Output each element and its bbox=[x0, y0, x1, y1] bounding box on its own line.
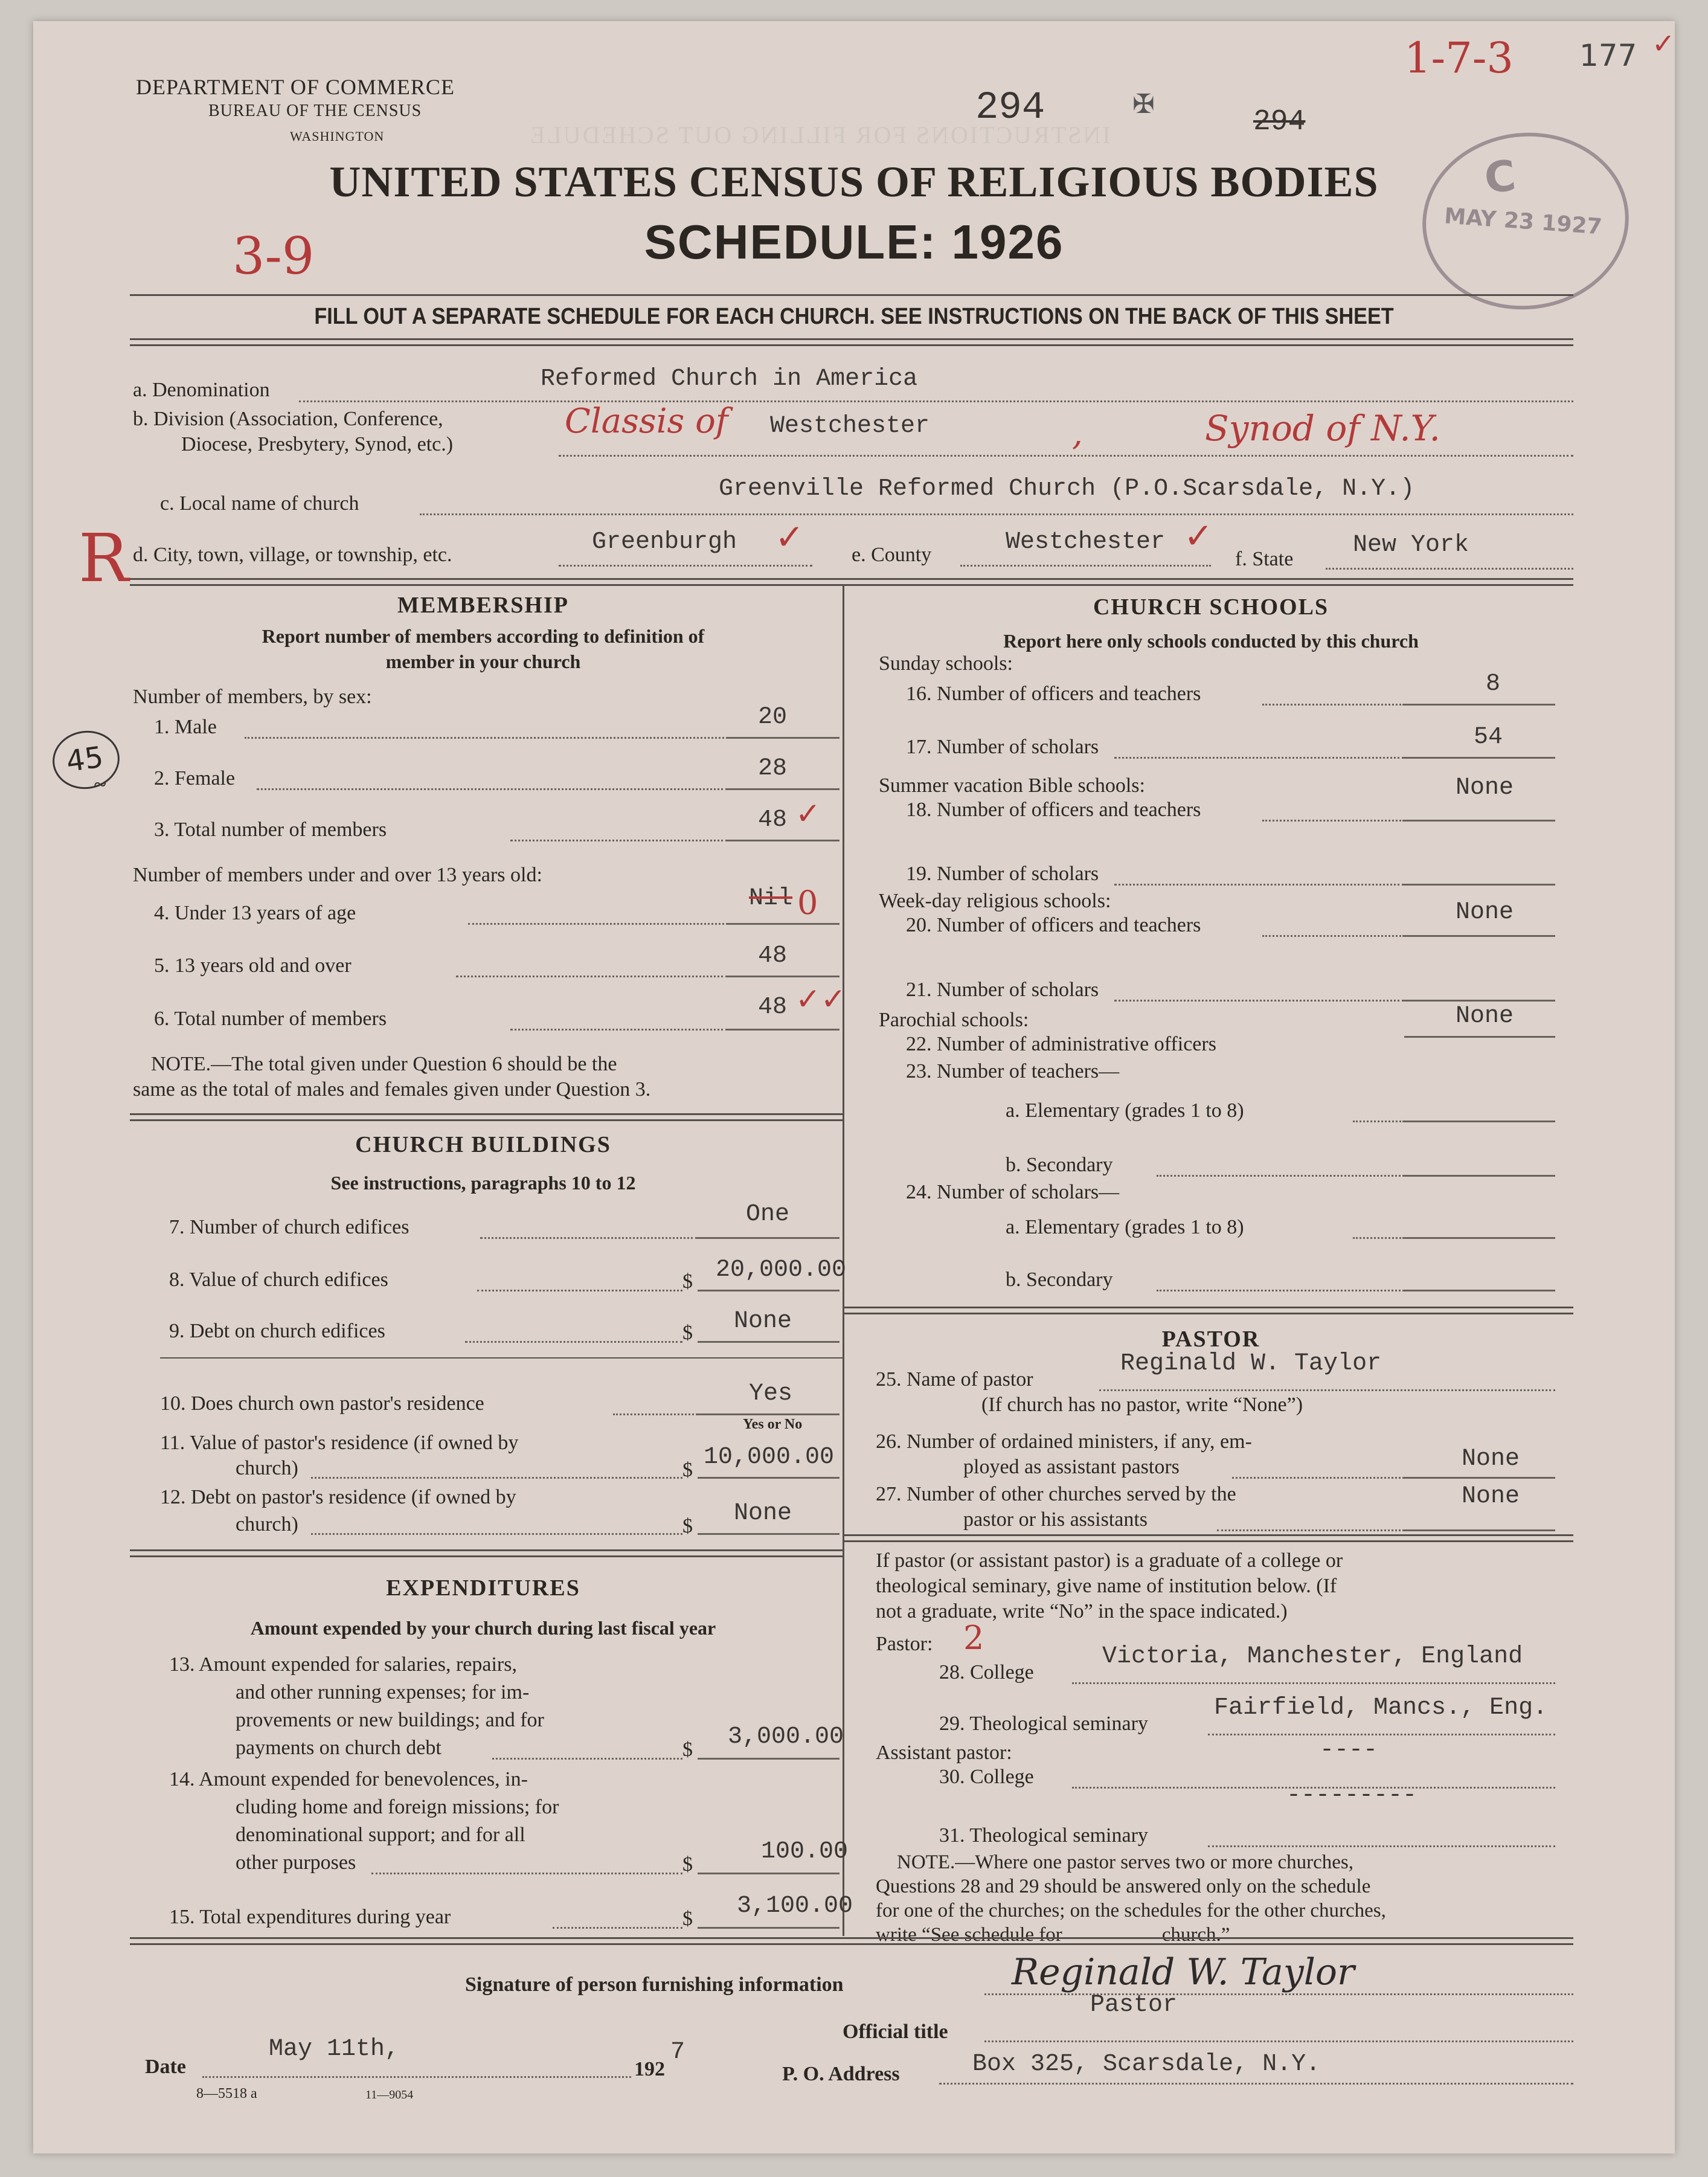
q4-value[interactable]: Nil bbox=[749, 885, 793, 912]
division-label-2: Diocese, Presbytery, Synod, etc.) bbox=[181, 433, 454, 455]
city-checkmark: ✓ bbox=[775, 516, 804, 558]
q25-value[interactable]: Reginald W. Taylor bbox=[1120, 1350, 1382, 1377]
q22-label: 22. Number of administrative officers bbox=[906, 1033, 1216, 1055]
graduate-instruction-1: If pastor (or assistant pastor) is a graduate of a college or bbox=[876, 1549, 1343, 1572]
q10-label: 10. Does church own pastor's residence bbox=[160, 1392, 484, 1415]
stamp-letter: C bbox=[1482, 150, 1518, 204]
q29-line bbox=[1208, 1734, 1555, 1735]
q8-answer-line bbox=[698, 1290, 840, 1291]
q10-value[interactable]: Yes bbox=[749, 1380, 793, 1407]
local-name-line bbox=[420, 513, 1573, 515]
q29-label: 29. Theological seminary bbox=[939, 1712, 1148, 1735]
fields-rule bbox=[130, 578, 1573, 586]
q26-answer-line bbox=[1404, 1477, 1555, 1479]
division-handwritten-classis[interactable]: Classis of bbox=[565, 402, 728, 441]
q7-answer-line bbox=[698, 1237, 840, 1239]
q5-value[interactable]: 48 bbox=[758, 942, 788, 970]
schools-rule bbox=[844, 1307, 1573, 1314]
pastor-note-2: Questions 28 and 29 should be answered only on the schedule bbox=[876, 1876, 1371, 1897]
q26-value[interactable]: None bbox=[1462, 1445, 1520, 1473]
membership-note-2: same as the total of males and females given under Question 3. bbox=[133, 1078, 651, 1101]
q3-answer-line bbox=[728, 840, 840, 841]
q1-value[interactable]: 20 bbox=[758, 704, 788, 731]
q14-label-4: other purposes bbox=[236, 1851, 356, 1874]
q3-label: 3. Total number of members bbox=[154, 818, 387, 841]
q2-label: 2. Female bbox=[154, 767, 236, 789]
q1-label: 1. Male bbox=[154, 716, 217, 738]
year-prefix: 192 bbox=[634, 2058, 665, 2080]
schools-sub: Report here only schools conducted by this church bbox=[1003, 630, 1419, 652]
print-number: 11—9054 bbox=[365, 2088, 414, 2101]
pastor-note-4: write “See schedule for church.” bbox=[876, 1924, 1230, 1946]
q16-label: 16. Number of officers and teachers bbox=[906, 683, 1201, 705]
division-value[interactable]: Westchester bbox=[770, 413, 930, 440]
q17-line bbox=[1114, 757, 1404, 759]
q15-dollar: $ bbox=[682, 1908, 693, 1930]
q4-label: 4. Under 13 years of age bbox=[154, 902, 356, 924]
department-name: DEPARTMENT OF COMMERCE bbox=[136, 75, 455, 99]
q20-label: 20. Number of officers and teachers bbox=[906, 914, 1201, 936]
state-line bbox=[1326, 568, 1573, 570]
city-value[interactable]: Greenburgh bbox=[592, 529, 737, 556]
margin-mark-r: R bbox=[79, 519, 129, 597]
bureau-name: BUREAU OF THE CENSUS bbox=[208, 101, 422, 120]
city-label: d. City, town, village, or township, etc. bbox=[133, 544, 452, 566]
q27-line bbox=[1217, 1529, 1404, 1531]
q15-value[interactable]: 3,100.00 bbox=[737, 1892, 853, 1920]
q6-label: 6. Total number of members bbox=[154, 1008, 387, 1030]
q25-label: 25. Name of pastor bbox=[876, 1368, 1033, 1391]
census-schedule-sheet bbox=[33, 21, 1675, 2153]
membership-heading: MEMBERSHIP bbox=[397, 593, 569, 618]
q12-answer-line bbox=[698, 1533, 840, 1535]
pastor-handwritten-mark: 2 bbox=[963, 1619, 984, 1657]
q24a-answer-line bbox=[1404, 1237, 1555, 1239]
division-handwritten-synod[interactable]: Synod of N.Y. bbox=[1205, 408, 1440, 449]
q23-label: 23. Number of teachers— bbox=[906, 1060, 1120, 1082]
q12-dollar: $ bbox=[682, 1515, 693, 1537]
date-label: Date bbox=[145, 2056, 186, 2078]
q5-answer-line bbox=[728, 976, 840, 977]
q26-label-1: 26. Number of ordained ministers, if any, em- bbox=[876, 1430, 1252, 1453]
q24a-line bbox=[1353, 1237, 1404, 1239]
state-value[interactable]: New York bbox=[1353, 532, 1469, 559]
date-line bbox=[202, 2076, 631, 2078]
q3-value[interactable]: 48 bbox=[758, 806, 788, 834]
q11-answer-line bbox=[698, 1477, 840, 1479]
q25-hint: (If church has no pastor, write “None”) bbox=[981, 1394, 1303, 1416]
corner-code-handwritten: 1-7-3 bbox=[1404, 33, 1514, 83]
schedule-number-typed: 294 bbox=[975, 86, 1045, 130]
q13-label-4: payments on church debt bbox=[236, 1737, 441, 1759]
q17-label: 17. Number of scholars bbox=[906, 736, 1099, 758]
q13-dollar: $ bbox=[682, 1738, 693, 1761]
age-heading: Number of members under and over 13 years old: bbox=[133, 864, 542, 886]
q4-answer-line bbox=[728, 923, 840, 925]
q26-label-2: ployed as assistant pastors bbox=[963, 1456, 1180, 1478]
q4-handwritten-value[interactable]: 0 bbox=[797, 884, 818, 922]
graduate-instruction-2: theological seminary, give name of institution below. (If bbox=[876, 1575, 1337, 1597]
form-number: 8—5518 a bbox=[196, 2086, 257, 2101]
q28-value[interactable]: Victoria, Manchester, England bbox=[1102, 1643, 1523, 1670]
q15-label: 15. Total expenditures during year bbox=[169, 1906, 451, 1928]
q26-line bbox=[1232, 1477, 1404, 1479]
q8-value[interactable]: 20,000.00 bbox=[716, 1256, 847, 1284]
local-name-value[interactable]: Greenville Reformed Church (P.O.Scarsdale, N.Y.) bbox=[719, 475, 1415, 503]
q2-value[interactable]: 28 bbox=[758, 755, 788, 782]
division-label-1: b. Division (Association, Conference, bbox=[133, 408, 443, 430]
date-value[interactable]: May 11th, bbox=[269, 2036, 400, 2063]
po-address-value[interactable]: Box 325, Scarsdale, N.Y. bbox=[972, 2051, 1321, 2078]
q23b-line bbox=[1157, 1175, 1404, 1177]
q21-line bbox=[1114, 1000, 1404, 1002]
q17-value[interactable]: 54 bbox=[1474, 724, 1503, 751]
q12-label-1: 12. Debt on pastor's residence (if owned by bbox=[160, 1486, 516, 1508]
signature-value[interactable]: Reginald W. Taylor bbox=[1012, 1951, 1355, 1993]
q9-value[interactable]: None bbox=[734, 1308, 792, 1335]
membership-sub-2: member in your church bbox=[385, 651, 581, 672]
q21-answer-line bbox=[1404, 1000, 1555, 1002]
q5-line bbox=[456, 976, 728, 977]
q19-line bbox=[1114, 884, 1404, 886]
local-name-label: c. Local name of church bbox=[160, 492, 359, 515]
q12-value[interactable]: None bbox=[734, 1500, 792, 1527]
q9-answer-line bbox=[698, 1341, 840, 1343]
q24b-answer-line bbox=[1404, 1290, 1555, 1291]
q7-line bbox=[480, 1237, 698, 1239]
pastor-rule bbox=[844, 1534, 1573, 1542]
q8-dollar: $ bbox=[682, 1270, 693, 1293]
q16-line bbox=[1262, 704, 1404, 706]
q13-label-2: and other running expenses; for im- bbox=[236, 1681, 530, 1703]
signature-label: Signature of person furnishing information bbox=[465, 1973, 844, 1996]
q8-label: 8. Value of church edifices bbox=[169, 1269, 388, 1291]
members-by-sex-label: Number of members, by sex: bbox=[133, 686, 372, 708]
q19-label: 19. Number of scholars bbox=[906, 863, 1099, 885]
buildings-rule bbox=[130, 1549, 843, 1557]
q6-line bbox=[510, 1029, 728, 1031]
official-title-label: Official title bbox=[843, 2021, 948, 2043]
margin-45: 45 bbox=[64, 740, 106, 779]
division-line bbox=[559, 455, 1573, 457]
q20-line bbox=[1262, 935, 1404, 937]
parochial-schools-label: Parochial schools: bbox=[879, 1009, 1029, 1031]
bleed-through-heading: INSTRUCTIONS FOR FILLING OUT SCHEDULE bbox=[528, 121, 1111, 149]
schools-heading: CHURCH SCHOOLS bbox=[1093, 594, 1329, 620]
pastor-note-1: NOTE.—Where one pastor serves two or more churches, bbox=[897, 1851, 1353, 1873]
q20-answer-line bbox=[1404, 935, 1555, 937]
q18-answer-line bbox=[1404, 820, 1555, 822]
q31-value[interactable]: --------- bbox=[1286, 1782, 1417, 1809]
q14-line bbox=[371, 1873, 682, 1874]
county-label: e. County bbox=[852, 544, 932, 566]
q9-line bbox=[465, 1341, 682, 1343]
q16-value[interactable]: 8 bbox=[1486, 670, 1501, 698]
bureau-city: WASHINGTON bbox=[290, 129, 385, 144]
buildings-heading: CHURCH BUILDINGS bbox=[355, 1132, 611, 1157]
q20-value[interactable]: None bbox=[1456, 899, 1514, 926]
q31-line bbox=[1208, 1845, 1555, 1847]
instruction-rule bbox=[130, 338, 1573, 346]
q14-dollar: $ bbox=[682, 1853, 693, 1876]
county-line bbox=[960, 565, 1211, 567]
q24b-line bbox=[1157, 1290, 1404, 1291]
q23a-label: a. Elementary (grades 1 to 8) bbox=[1006, 1099, 1244, 1122]
q14-label-2: cluding home and foreign missions; for bbox=[236, 1796, 559, 1818]
margin-circled-number bbox=[49, 727, 123, 794]
q3-checkmark: ✓ bbox=[795, 796, 821, 831]
q24b-label: b. Secondary bbox=[1006, 1269, 1113, 1291]
q6-answer-line bbox=[728, 1029, 840, 1031]
weekday-schools-label: Week-day religious schools: bbox=[879, 890, 1111, 912]
graduate-instruction-3: not a graduate, write “No” in the space indicated.) bbox=[876, 1600, 1288, 1622]
header-rule bbox=[130, 294, 1573, 296]
q2-answer-line bbox=[728, 788, 840, 790]
q13-label-1: 13. Amount expended for salaries, repairs, bbox=[169, 1653, 517, 1676]
assistant-pastor-subheading: Assistant pastor: bbox=[876, 1741, 1012, 1764]
q6-double-checkmark: ✓✓ bbox=[795, 982, 846, 1017]
county-checkmark: ✓ bbox=[1184, 515, 1213, 556]
city-line bbox=[559, 565, 812, 567]
schedule-number-mark: ✠ bbox=[1132, 89, 1155, 119]
q31-label: 31. Theological seminary bbox=[939, 1824, 1148, 1847]
q9-dollar: $ bbox=[682, 1322, 693, 1344]
q10-hint: Yes or No bbox=[743, 1416, 803, 1432]
denomination-line bbox=[299, 400, 1573, 402]
corner-number-handwritten: 177 bbox=[1579, 38, 1637, 73]
form-title: UNITED STATES CENSUS OF RELIGIOUS BODIES bbox=[329, 158, 1379, 206]
q14-answer-line bbox=[698, 1873, 840, 1874]
q11-value[interactable]: 10,000.00 bbox=[704, 1444, 835, 1471]
q13-answer-line bbox=[698, 1758, 840, 1760]
q10-line bbox=[613, 1413, 698, 1415]
q30-value[interactable]: ---- bbox=[1320, 1737, 1378, 1764]
po-address-line bbox=[939, 2083, 1573, 2085]
bottom-rule bbox=[130, 1937, 1573, 1945]
q1-answer-line bbox=[728, 737, 840, 739]
q23b-label: b. Secondary bbox=[1006, 1154, 1113, 1176]
q8-line bbox=[477, 1290, 682, 1291]
q23a-line bbox=[1353, 1121, 1404, 1122]
q12-label-2: church) bbox=[236, 1513, 298, 1535]
q15-line bbox=[553, 1927, 682, 1929]
q24a-label: a. Elementary (grades 1 to 8) bbox=[1006, 1216, 1244, 1238]
q14-value[interactable]: 100.00 bbox=[761, 1838, 849, 1865]
q28-line bbox=[1072, 1682, 1555, 1684]
instruction-line: FILL OUT A SEPARATE SCHEDULE FOR EACH CHURCH. SEE INSTRUCTIONS ON THE BACK OF THIS SHEET bbox=[314, 304, 1394, 329]
q7-label: 7. Number of church edifices bbox=[169, 1216, 409, 1238]
pastor-heading: PASTOR bbox=[1161, 1326, 1260, 1352]
q28-label: 28. College bbox=[939, 1661, 1034, 1683]
q23b-answer-line bbox=[1404, 1175, 1555, 1177]
q21-label: 21. Number of scholars bbox=[906, 979, 1099, 1001]
q10-answer-line bbox=[698, 1413, 840, 1415]
summer-schools-label: Summer vacation Bible schools: bbox=[879, 774, 1145, 797]
handwritten-code: 3-9 bbox=[233, 227, 315, 286]
county-value[interactable]: Westchester bbox=[1006, 529, 1166, 556]
q25-line bbox=[1099, 1389, 1555, 1391]
q13-line bbox=[492, 1758, 682, 1760]
denomination-value[interactable]: Reformed Church in America bbox=[541, 365, 918, 393]
official-title-line bbox=[984, 2040, 1573, 2042]
q12-line bbox=[311, 1533, 682, 1535]
q19-answer-line bbox=[1404, 884, 1555, 886]
q11-dollar: $ bbox=[682, 1459, 693, 1481]
summer-schools-value[interactable]: None bbox=[1456, 774, 1514, 802]
pastor-note-3: for one of the churches; on the schedules for the other churches, bbox=[876, 1900, 1386, 1921]
q1-line bbox=[245, 737, 728, 739]
expenditures-heading: EXPENDITURES bbox=[386, 1575, 580, 1601]
q29-value[interactable]: Fairfield, Mancs., Eng. bbox=[1214, 1694, 1548, 1722]
buildings-mid-rule bbox=[160, 1357, 843, 1359]
q18-label: 18. Number of officers and teachers bbox=[906, 799, 1201, 821]
q23a-answer-line bbox=[1404, 1121, 1555, 1122]
q16-answer-line bbox=[1404, 704, 1555, 706]
year-suffix[interactable]: 7 bbox=[670, 2039, 685, 2066]
official-title-value[interactable]: Pastor bbox=[1090, 1992, 1178, 2019]
q11-label-2: church) bbox=[236, 1457, 298, 1479]
signature-line bbox=[984, 1993, 1573, 1995]
q17-answer-line bbox=[1404, 757, 1555, 759]
q27-label-1: 27. Number of other churches served by the bbox=[876, 1483, 1236, 1505]
q3-line bbox=[510, 840, 728, 841]
q4-line bbox=[468, 923, 728, 925]
q27-label-2: pastor or his assistants bbox=[963, 1508, 1148, 1531]
q22-answer-line bbox=[1404, 1036, 1555, 1038]
q6-value[interactable]: 48 bbox=[758, 994, 788, 1021]
q11-line bbox=[311, 1477, 682, 1479]
membership-note-1: NOTE.—The total given under Question 6 should be the bbox=[151, 1053, 617, 1075]
denomination-label: a. Denomination bbox=[133, 379, 270, 401]
q11-label-1: 11. Value of pastor's residence (if owned by bbox=[160, 1432, 519, 1454]
corner-checkmark: ✓ bbox=[1652, 27, 1675, 60]
q30-label: 30. College bbox=[939, 1766, 1034, 1788]
stamp-date: MAY 23 1927 bbox=[1443, 204, 1603, 240]
state-label: f. State bbox=[1235, 548, 1294, 570]
sunday-schools-label: Sunday schools: bbox=[879, 652, 1013, 675]
q2-line bbox=[257, 788, 728, 790]
pastor-subheading: Pastor: bbox=[876, 1633, 933, 1655]
q14-label-1: 14. Amount expended for benevolences, in- bbox=[169, 1768, 528, 1790]
q18-line bbox=[1262, 820, 1404, 822]
buildings-sub: See instructions, paragraphs 10 to 12 bbox=[330, 1172, 636, 1194]
q24-label: 24. Number of scholars— bbox=[906, 1181, 1120, 1203]
membership-sub-1: Report number of members according to definition of bbox=[262, 625, 705, 647]
q27-value[interactable]: None bbox=[1462, 1483, 1520, 1510]
q27-answer-line bbox=[1404, 1529, 1555, 1531]
po-address-label: P. O. Address bbox=[782, 2063, 900, 2085]
expenditures-sub: Amount expended by your church during last fiscal year bbox=[250, 1617, 716, 1639]
q9-label: 9. Debt on church edifices bbox=[169, 1320, 385, 1342]
q22-value[interactable]: None bbox=[1456, 1003, 1514, 1030]
schedule-year: SCHEDULE: 1926 bbox=[644, 215, 1064, 269]
q7-value[interactable]: One bbox=[746, 1201, 790, 1228]
q15-answer-line bbox=[698, 1927, 840, 1929]
division-comma: , bbox=[1072, 414, 1083, 453]
q13-value[interactable]: 3,000.00 bbox=[728, 1723, 844, 1751]
q13-label-3: provements or new buildings; and for bbox=[236, 1709, 544, 1731]
margin-tick: ~ bbox=[94, 771, 107, 798]
q5-label: 5. 13 years old and over bbox=[154, 954, 352, 977]
q14-label-3: denominational support; and for all bbox=[236, 1824, 525, 1846]
membership-rule bbox=[130, 1113, 843, 1121]
schedule-number-struck: 294 bbox=[1253, 106, 1306, 138]
